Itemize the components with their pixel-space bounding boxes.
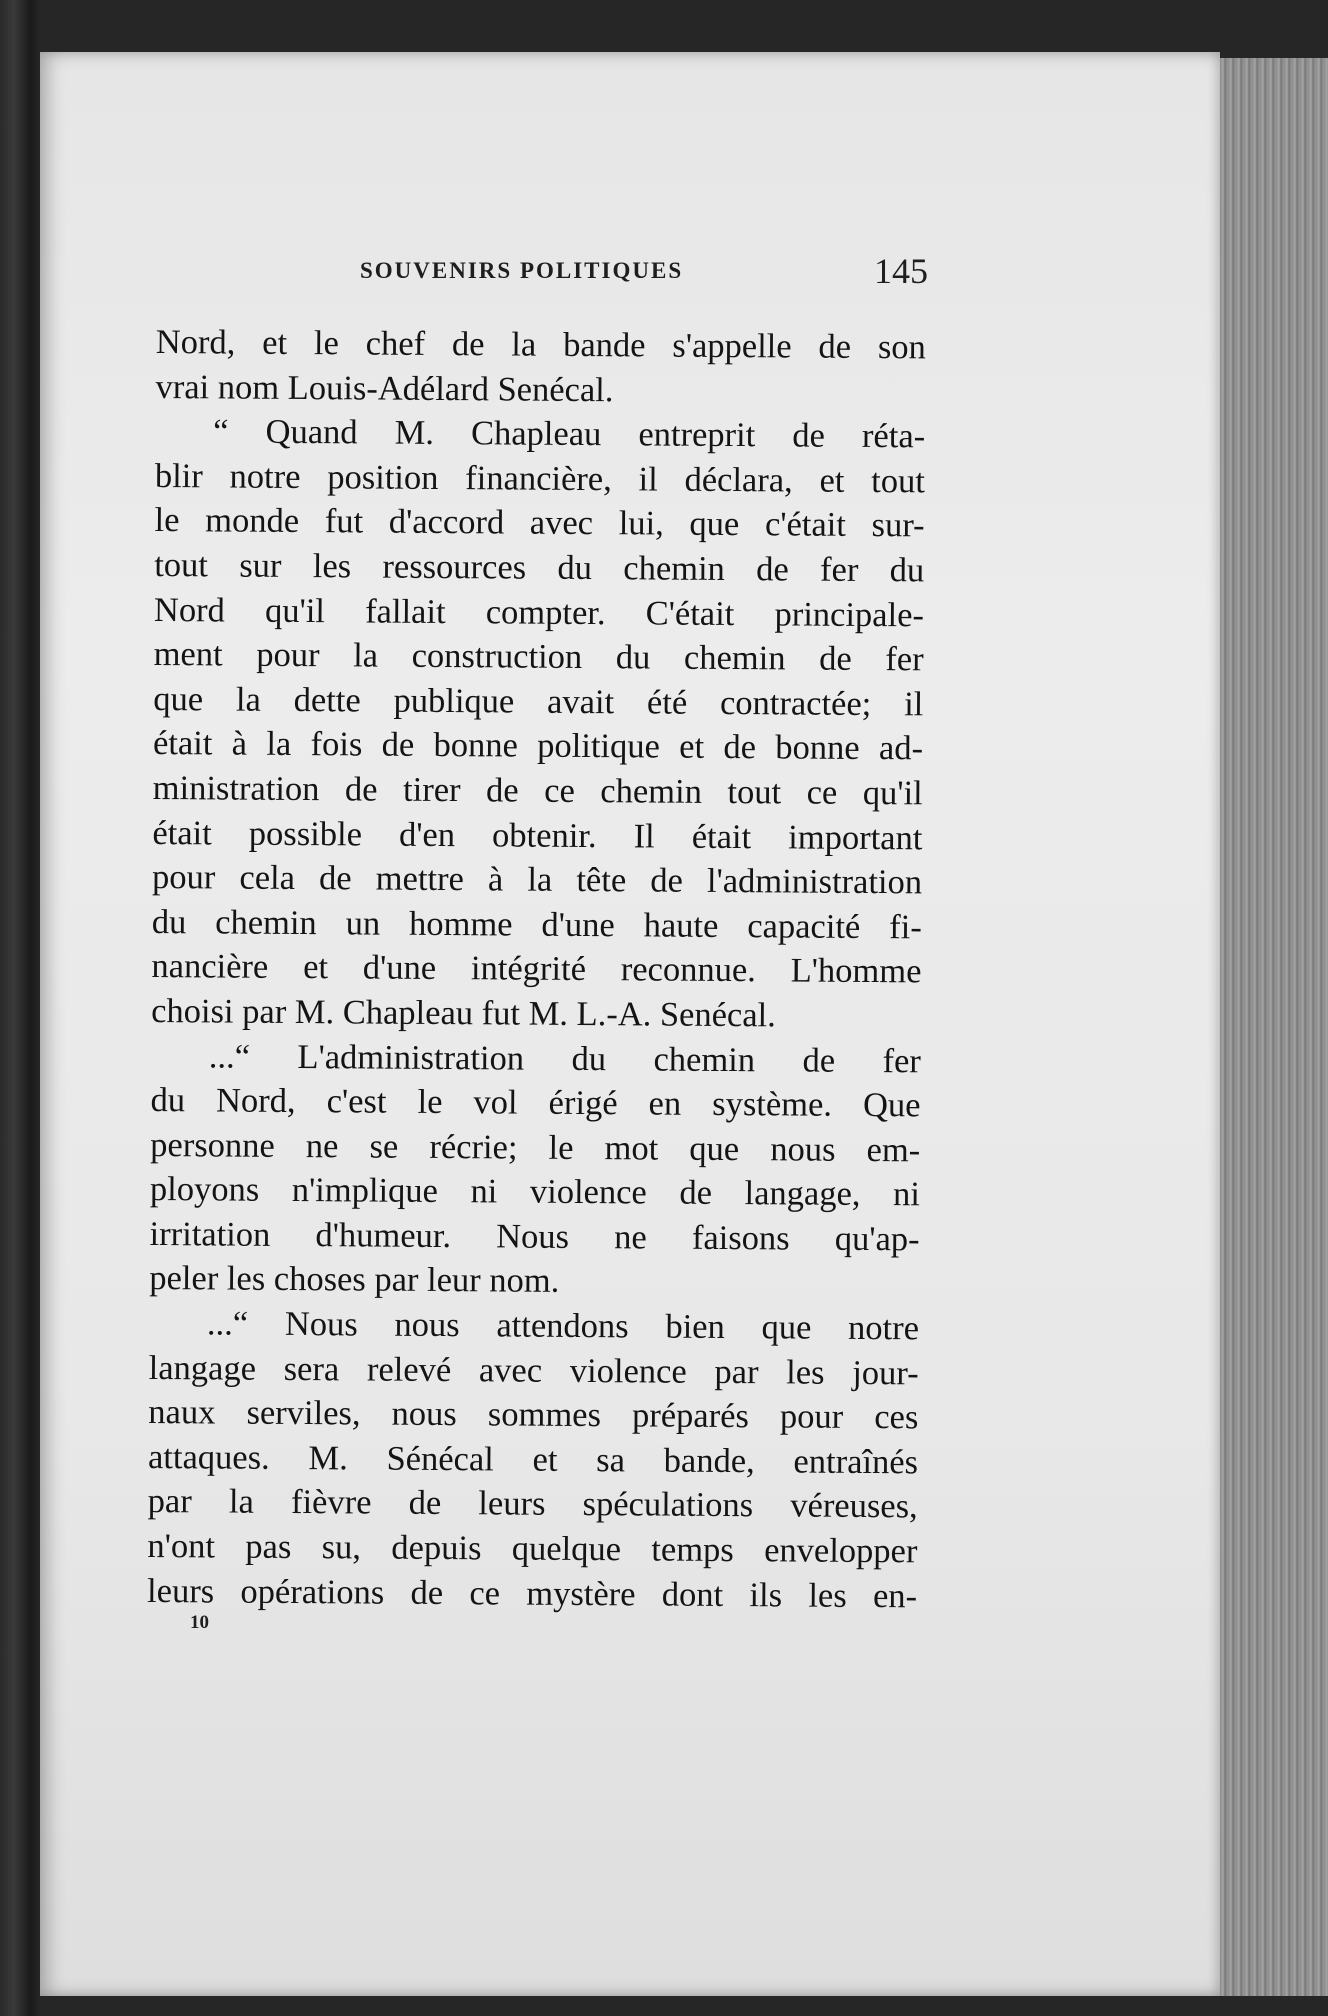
text-line: du Nord, c'est le vol érigé en système. Que [150,1081,921,1125]
text-line: leurs opérations de ce mystère dont ils les en- [146,1571,918,1615]
text-line: par la fièvre de leurs spéculations véreuses, [147,1482,918,1526]
text-line: attaques. M. Sénécal et sa bande, entraînés [147,1437,919,1482]
text-line: Nord qu'il fallait compter. C'était principale- [153,590,925,634]
body-text [147,320,926,1619]
text-line: ministration de tirer de ce chemin tout ce qu'il [152,768,923,813]
text-line: peler les choses par leur nom. [149,1259,560,1301]
text-line: était à la fois de bonne politique et de bonne ad- [152,724,924,768]
text-line: nancière et d'une intégrité reconnue. L'homme [151,947,922,991]
text-line: que la dette publique avait été contractée; il [153,679,924,724]
signature-mark: 10 [190,1612,209,1633]
text-line: “ Quand M. Chapleau entreprit de réta- [213,412,926,456]
book-page-edges [1220,58,1328,1996]
text-line: choisi par M. Chapleau fut M. L.-A. Senécal. [151,991,776,1035]
text-line: n'ont pas su, depuis quelque temps envelopper [147,1527,918,1571]
page-header [160,248,940,308]
text-line: pour cela de mettre à la tête de l'administration [151,858,923,902]
text-line: Nord, et le chef de la bande s'appelle de son [155,322,926,367]
page-number: 145 [874,251,928,291]
text-line: le monde fut d'accord avec lui, que c'était sur- [154,501,925,545]
text-line: ployons n'implique ni violence de langage, ni [149,1170,921,1214]
text-line: langage sera relevé avec violence par les jour- [148,1348,919,1393]
running-title: SOUVENIRS POLITIQUES [360,258,684,283]
text-line: était possible d'en obtenir. Il était important [152,813,923,857]
text-line: ...“ Nous nous attendons bien que notre [206,1304,920,1348]
text-line: vrai nom Louis-Adélard Senécal. [155,367,614,409]
text-line: blir notre position financière, il déclara, et tout [154,456,926,501]
text-line: irritation d'humeur. Nous ne faisons qu'ap- [149,1214,920,1259]
text-line: tout sur les ressources du chemin de fer du [154,545,925,590]
text-line: naux serviles, nous sommes préparés pour ces [148,1393,919,1437]
text-line: personne ne se récrie; le mot que nous em- [150,1125,921,1170]
text-line: ...“ L'administration du chemin de fer [208,1036,921,1080]
text-line: du chemin un homme d'une haute capacité fi- [151,902,922,947]
text-line: ment pour la construction du chemin de fer [153,635,924,679]
